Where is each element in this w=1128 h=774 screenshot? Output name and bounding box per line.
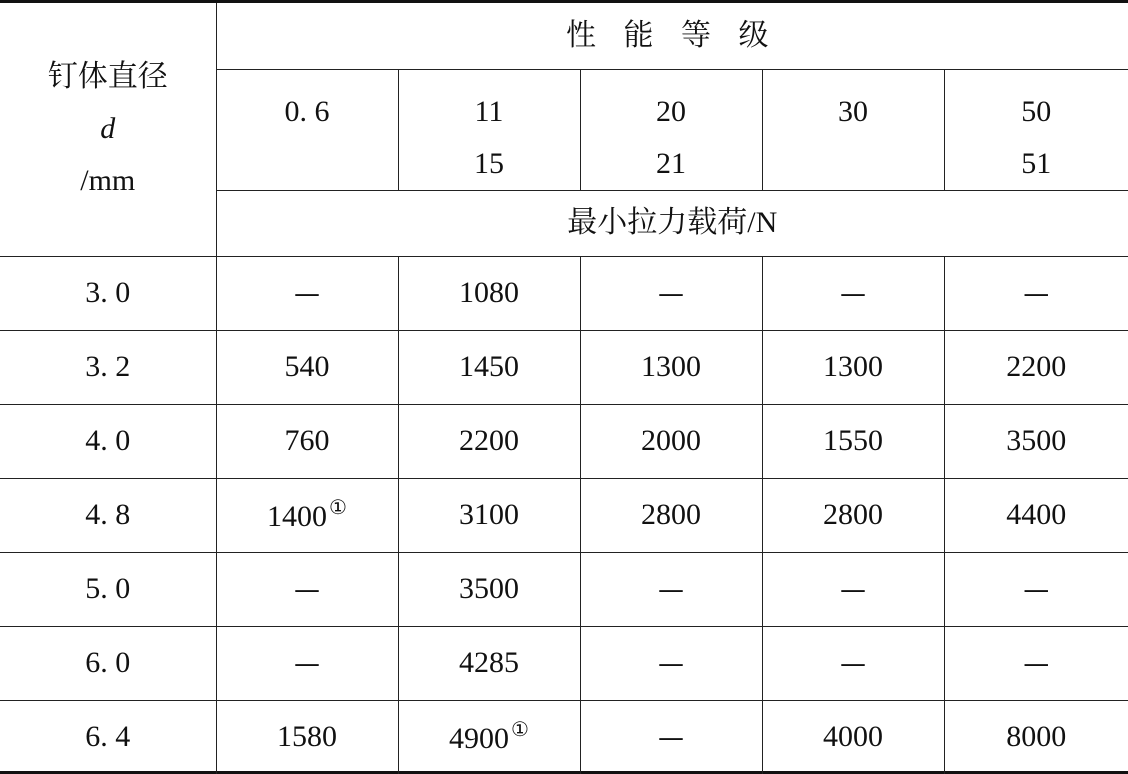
footnote-marker: ① [511, 718, 529, 741]
load-value: — [840, 649, 866, 679]
load-cell [216, 626, 398, 700]
footnote-marker: ① [329, 496, 347, 519]
diameter-unit: /mm [80, 164, 136, 198]
load-cell [580, 626, 762, 700]
diameter-header-label: 钉体直径 [47, 60, 168, 94]
load-cell [762, 552, 944, 626]
table-row [0, 404, 1128, 478]
load-cell [762, 404, 944, 478]
diameter-cell: 4. 8 [0, 478, 216, 552]
grade-value: 11 [474, 94, 504, 128]
load-value: — [1023, 575, 1050, 605]
load-value: — [840, 279, 866, 309]
grade-value: 21 [656, 146, 686, 180]
load-cell [944, 552, 1128, 626]
load-cell [762, 700, 944, 774]
load-cell [944, 478, 1128, 552]
load-cell [762, 330, 944, 404]
load-cell [398, 330, 580, 404]
diameter-cell: 6. 4 [0, 700, 216, 774]
table-body [0, 256, 1128, 774]
pull-load-table [0, 3, 1128, 774]
table-row [0, 330, 1128, 404]
load-value: 1580 [277, 720, 337, 754]
load-value: — [294, 649, 320, 679]
load-cell [944, 330, 1128, 404]
load-cell [762, 626, 944, 700]
load-value: 2000 [641, 424, 701, 457]
diameter-cell: 4. 0 [0, 404, 216, 478]
diameter-cell: 5. 0 [0, 552, 216, 626]
load-value: — [658, 723, 684, 754]
load-value: — [294, 279, 320, 309]
load-value: 4400 [1006, 498, 1067, 531]
diameter-cell: 3. 2 [0, 330, 216, 404]
load-cell [762, 478, 944, 552]
load-value: 1300 [823, 350, 883, 383]
grade-header-cell [216, 69, 398, 190]
load-value: 4285 [459, 646, 519, 679]
load-value: 3100 [459, 498, 519, 531]
load-cell [580, 404, 762, 478]
load-value: 1450 [459, 350, 519, 383]
load-cell [580, 700, 762, 774]
load-cell [216, 404, 398, 478]
load-title: 最小拉力载荷/N [216, 190, 1128, 256]
grade-header-cell [944, 69, 1128, 190]
load-cell [580, 552, 762, 626]
load-value: 3500 [459, 572, 519, 605]
table-row [0, 552, 1128, 626]
load-value: 2800 [641, 498, 701, 531]
load-cell [944, 700, 1128, 774]
header-row-grade [0, 3, 1128, 69]
table-row [0, 626, 1128, 700]
load-value: 540 [284, 350, 330, 383]
diameter-cell: 6. 0 [0, 626, 216, 700]
load-value: 1400 [267, 499, 328, 533]
load-value: 1080 [459, 276, 519, 309]
load-cell [216, 330, 398, 404]
load-cell [216, 256, 398, 330]
diameter-header [0, 3, 216, 256]
load-value: — [840, 575, 866, 605]
load-cell [944, 404, 1128, 478]
load-value: 3500 [1006, 424, 1067, 457]
load-value: 4900 [449, 721, 510, 755]
diameter-cell: 3. 0 [0, 256, 216, 330]
load-cell [216, 552, 398, 626]
grade-value: 50 [1021, 94, 1052, 128]
load-cell [580, 256, 762, 330]
load-value: — [1023, 279, 1050, 309]
grade-value: 51 [1021, 146, 1052, 180]
load-cell [398, 256, 580, 330]
load-value: 1550 [823, 424, 883, 457]
load-value: — [658, 279, 684, 309]
load-value: — [658, 575, 684, 605]
load-cell [762, 256, 944, 330]
table-row [0, 256, 1128, 330]
load-cell [216, 478, 398, 552]
load-cell [398, 626, 580, 700]
grade-value: 20 [656, 94, 686, 128]
grade-value: 0. 6 [284, 94, 330, 128]
load-cell [944, 626, 1128, 700]
load-value: 760 [284, 424, 330, 457]
load-value: — [1023, 649, 1050, 679]
grade-header-cell [762, 69, 944, 190]
load-value: — [294, 575, 320, 605]
load-cell [580, 330, 762, 404]
load-cell [398, 478, 580, 552]
load-value: 8000 [1006, 720, 1067, 754]
table-row [0, 478, 1128, 552]
load-cell [398, 552, 580, 626]
load-value: 1300 [641, 350, 701, 383]
load-value: 2200 [459, 424, 519, 457]
grade-header-cell [580, 69, 762, 190]
load-value: 2200 [1006, 350, 1067, 383]
table-row [0, 700, 1128, 774]
load-cell [216, 700, 398, 774]
grade-value: 15 [474, 146, 504, 180]
load-cell [398, 404, 580, 478]
grade-header-cell [398, 69, 580, 190]
load-cell [944, 256, 1128, 330]
grade-title: 性 能 等 级 [216, 3, 1128, 69]
load-cell [580, 478, 762, 552]
load-value: 2800 [823, 498, 883, 531]
load-value: — [658, 649, 684, 679]
grade-value: 30 [838, 94, 868, 128]
diameter-symbol: d [100, 112, 116, 146]
load-cell [398, 700, 580, 774]
load-value: 4000 [823, 720, 883, 754]
